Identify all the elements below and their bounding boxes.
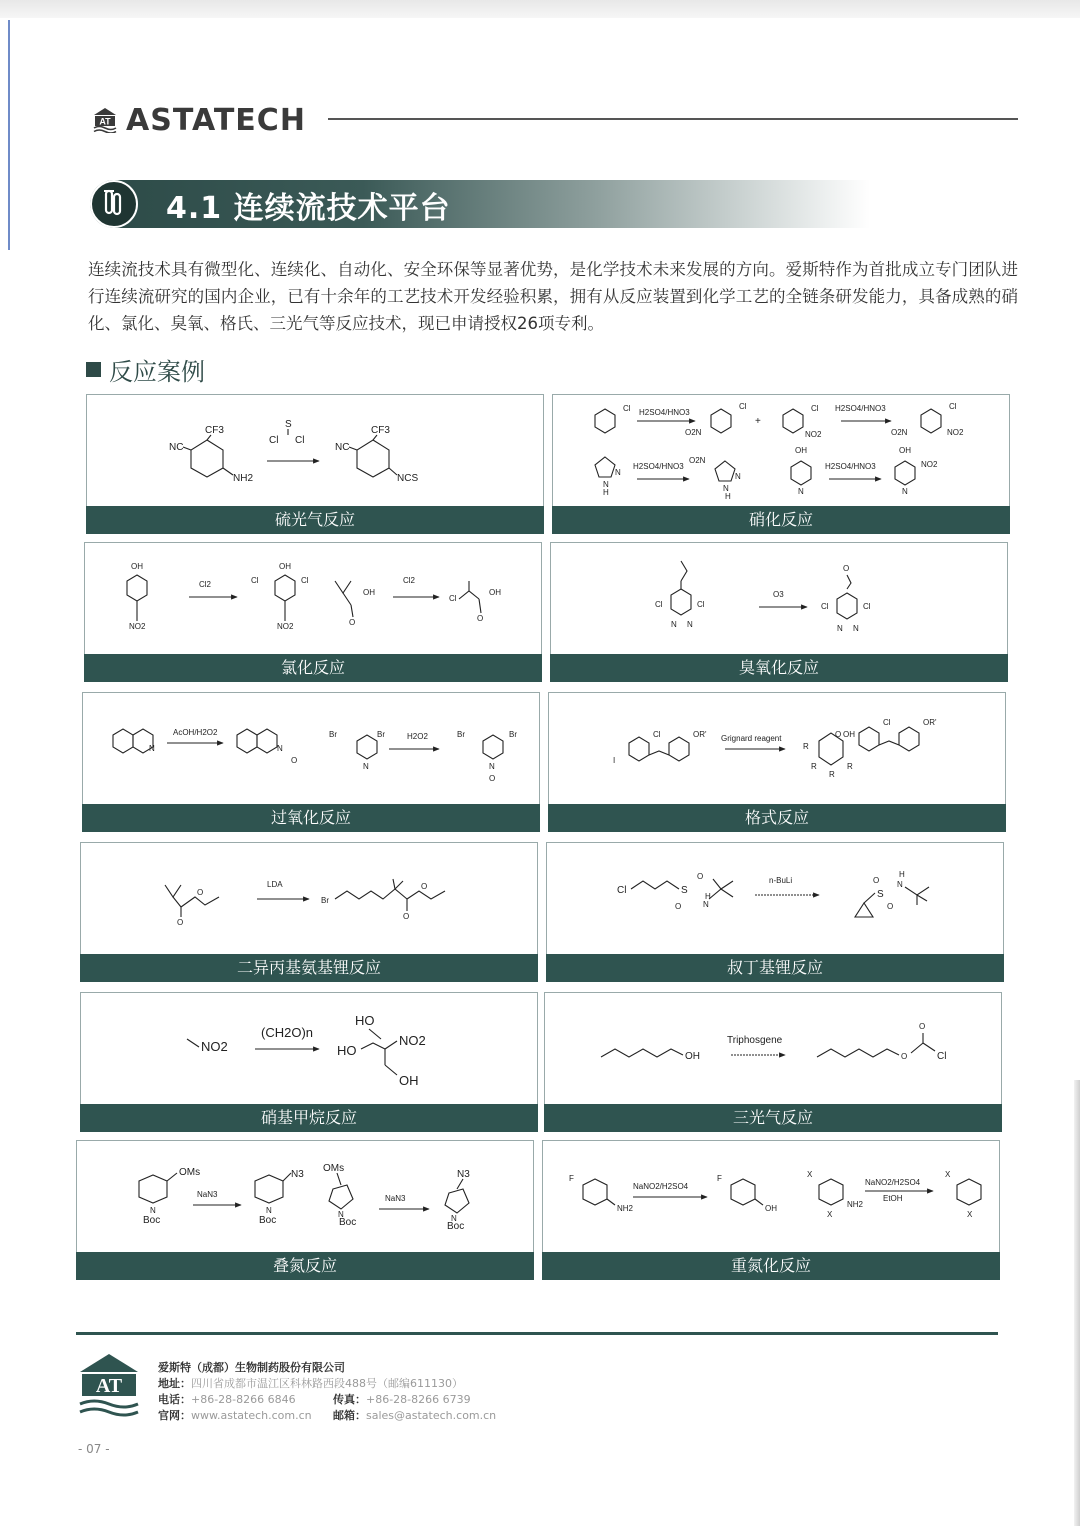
svg-text:Cl: Cl — [697, 600, 705, 609]
svg-text:OH: OH — [279, 562, 291, 571]
svg-text:Cl: Cl — [937, 1051, 947, 1062]
reaction-label: 臭氧化反应 — [550, 654, 1008, 682]
svg-text:NH2: NH2 — [847, 1200, 864, 1209]
svg-text:N: N — [451, 1214, 457, 1223]
company-logo-icon — [76, 1352, 142, 1422]
reaction-label: 格式反应 — [548, 804, 1006, 832]
svg-text:Br: Br — [321, 896, 329, 905]
svg-text:O: O — [349, 618, 356, 627]
svg-text:NaNO2/H2SO4: NaNO2/H2SO4 — [865, 1178, 921, 1187]
reaction-card-chlorination — [84, 542, 542, 682]
section-badge — [90, 180, 138, 228]
svg-text:NH2: NH2 — [233, 473, 254, 484]
svg-text:Boc: Boc — [259, 1215, 277, 1226]
reaction-label: 三光气反应 — [544, 1104, 1002, 1132]
svg-text:Cl: Cl — [449, 594, 457, 603]
svg-text:Cl: Cl — [617, 885, 627, 896]
svg-text:H2SO4/HNO3: H2SO4/HNO3 — [633, 462, 684, 471]
svg-text:NaN3: NaN3 — [385, 1194, 406, 1203]
svg-text:OH: OH — [685, 1051, 700, 1062]
reaction-card-triphosgene — [544, 992, 1002, 1132]
lda-scheme — [81, 843, 537, 953]
svg-text:S: S — [877, 889, 884, 900]
svg-text:O: O — [403, 912, 410, 921]
brand-name: ASTATECH — [126, 102, 306, 138]
svg-text:O: O — [887, 902, 894, 911]
intro-paragraph: 连续流技术具有微型化、连续化、自动化、安全环保等显著优势，是化学技术未来发展的方向。爱斯特作为首批成立专门团队进行连续流研究的国内企业，已有十余年的工艺技术开发经验积累，拥有从反应装置到化学工艺的全链条研发能力，具备成熟的硝化、氯化、臭氧、格氏、三光气等反应技术，现已申请授权26项专利。 — [88, 260, 1018, 333]
reaction-label: 重氮化反应 — [542, 1252, 1000, 1280]
reaction-card-ozonolysis — [550, 542, 1008, 682]
reaction-label: 氯化反应 — [84, 654, 542, 682]
svg-text:S: S — [681, 885, 688, 896]
svg-text:CF3: CF3 — [205, 425, 224, 436]
reaction-card-grignard — [548, 692, 1006, 832]
butyllithium-scheme — [547, 843, 1003, 953]
svg-text:H: H — [603, 488, 609, 497]
svg-text:NO2: NO2 — [201, 1039, 228, 1054]
svg-text:O3: O3 — [773, 590, 784, 599]
nitromethane-scheme — [81, 993, 537, 1103]
svg-text:Boc: Boc — [143, 1215, 161, 1226]
svg-text:Br: Br — [329, 730, 337, 739]
address-value: 四川省成都市温江区科林路西段488号（邮编611130） — [191, 1377, 463, 1390]
svg-text:NO2: NO2 — [129, 622, 146, 631]
scan-edge-right — [1074, 1080, 1080, 1526]
svg-text:O: O — [873, 876, 880, 885]
svg-text:H: H — [705, 892, 711, 901]
svg-text:OH: OH — [399, 1073, 419, 1088]
svg-text:R: R — [847, 762, 853, 771]
reaction-card-lda — [80, 842, 538, 982]
brand-logo-icon — [92, 107, 118, 133]
svg-text:OH: OH — [363, 588, 375, 597]
reaction-card-butyllithium — [546, 842, 1004, 982]
footer-contact — [158, 1360, 518, 1424]
svg-text:NO2: NO2 — [921, 460, 938, 469]
svg-text:O: O — [421, 882, 428, 891]
svg-text:Cl: Cl — [821, 602, 829, 611]
svg-text:O2N: O2N — [685, 428, 702, 437]
svg-text:Br: Br — [457, 730, 465, 739]
flask-tube-icon — [92, 182, 136, 226]
company-logo-text: AT — [95, 1375, 123, 1397]
svg-text:OH: OH — [489, 588, 501, 597]
svg-text:NC: NC — [335, 442, 350, 453]
svg-text:Br: Br — [509, 730, 517, 739]
svg-text:X: X — [827, 1210, 833, 1219]
svg-text:N: N — [603, 480, 609, 489]
svg-text:X: X — [807, 1170, 813, 1179]
reaction-card-diazotization — [542, 1140, 1000, 1280]
svg-text:O2N: O2N — [891, 428, 908, 437]
phone-label: 电话： — [158, 1393, 191, 1406]
svg-text:NH2: NH2 — [617, 1204, 634, 1213]
svg-text:O: O — [489, 774, 496, 783]
svg-text:S: S — [285, 419, 292, 430]
svg-text:N: N — [837, 624, 843, 633]
svg-text:Cl: Cl — [251, 576, 259, 585]
svg-text:N: N — [266, 1206, 272, 1215]
scan-edge-top — [0, 0, 1080, 18]
azide-scheme — [77, 1141, 533, 1251]
grignard-scheme — [549, 693, 1005, 803]
svg-text:Boc: Boc — [447, 1221, 465, 1232]
svg-text:Cl: Cl — [653, 730, 661, 739]
svg-text:NaN3: NaN3 — [197, 1190, 218, 1199]
thiophosgene-scheme — [87, 395, 543, 505]
svg-text:Cl: Cl — [949, 402, 957, 411]
svg-text:OH: OH — [131, 562, 143, 571]
svg-text:R: R — [829, 770, 835, 779]
svg-text:Triphosgene: Triphosgene — [727, 1035, 783, 1046]
svg-text:N: N — [902, 487, 908, 496]
section-name: 连续流技术平台 — [233, 191, 451, 226]
svg-text:I: I — [613, 756, 616, 765]
svg-text:HO: HO — [337, 1043, 357, 1058]
svg-text:N3: N3 — [291, 1169, 304, 1180]
svg-text:X: X — [967, 1210, 973, 1219]
svg-text:N: N — [489, 762, 495, 771]
svg-text:R: R — [811, 762, 817, 771]
svg-text:Boc: Boc — [339, 1217, 357, 1228]
scan-edge-left — [8, 20, 10, 250]
website-link[interactable]: www.astatech.com.cn — [191, 1409, 312, 1422]
svg-text:NO2: NO2 — [947, 428, 964, 437]
svg-text:N: N — [735, 472, 741, 481]
svg-text:O: O — [291, 756, 298, 765]
svg-text:N: N — [363, 762, 369, 771]
svg-text:AcOH/H2O2: AcOH/H2O2 — [173, 728, 218, 737]
svg-text:Cl: Cl — [883, 718, 891, 727]
reaction-card-nitration — [552, 394, 1010, 534]
reaction-label: 二异丙基氨基锂反应 — [80, 954, 538, 982]
fax-value: +86-28-8266 6739 — [366, 1393, 471, 1406]
svg-text:O: O — [901, 1052, 908, 1061]
svg-text:O: O — [177, 918, 184, 927]
address-label: 地址： — [158, 1377, 191, 1390]
email-link[interactable]: sales@astatech.com.cn — [366, 1409, 497, 1422]
svg-text:O: O — [477, 614, 484, 623]
svg-text:N: N — [798, 487, 804, 496]
svg-text:Grignard reagent: Grignard reagent — [721, 734, 782, 743]
svg-text:Cl: Cl — [863, 602, 871, 611]
ozonolysis-scheme — [551, 543, 1007, 653]
reaction-card-peroxidation — [82, 692, 540, 832]
reaction-label: 叔丁基锂反应 — [546, 954, 1004, 982]
page-number: - 07 - — [78, 1442, 110, 1456]
svg-text:EtOH: EtOH — [883, 1194, 903, 1203]
chlorination-scheme — [85, 543, 541, 653]
footer-rule — [76, 1332, 998, 1335]
header-rule — [328, 118, 1018, 120]
nitration-scheme — [553, 395, 1009, 505]
svg-text:N: N — [277, 744, 283, 753]
svg-text:OH: OH — [899, 446, 911, 455]
svg-text:N: N — [897, 880, 903, 889]
svg-text:LDA: LDA — [267, 880, 283, 889]
email-label: 邮箱： — [333, 1409, 366, 1422]
svg-text:OMs: OMs — [179, 1167, 201, 1178]
section-title — [166, 183, 451, 227]
diazotization-scheme — [543, 1141, 999, 1251]
svg-text:OH: OH — [843, 730, 855, 739]
svg-text:H2O2: H2O2 — [407, 732, 428, 741]
svg-text:N: N — [149, 744, 155, 753]
svg-text:N: N — [853, 624, 859, 633]
reaction-label: 过氧化反应 — [82, 804, 540, 832]
reaction-card-nitromethane — [80, 992, 538, 1132]
svg-text:OR': OR' — [923, 718, 937, 727]
svg-text:NC: NC — [169, 442, 184, 453]
svg-text:+: + — [755, 416, 761, 427]
bullet-square-icon — [86, 362, 101, 377]
reaction-label: 硝化反应 — [552, 506, 1010, 534]
svg-text:N: N — [723, 484, 729, 493]
svg-text:Cl2: Cl2 — [199, 580, 212, 589]
svg-text:N3: N3 — [457, 1169, 470, 1180]
reaction-card-thiophosgene — [86, 394, 544, 534]
svg-text:X: X — [945, 1170, 951, 1179]
website-label: 官网： — [158, 1409, 191, 1422]
peroxidation-scheme — [83, 693, 539, 803]
svg-text:HO: HO — [355, 1013, 375, 1028]
reaction-card-azide — [76, 1140, 534, 1280]
svg-text:H: H — [725, 492, 731, 501]
svg-text:NO2: NO2 — [277, 622, 294, 631]
svg-text:Cl: Cl — [295, 435, 305, 446]
svg-text:O: O — [697, 872, 704, 881]
svg-text:OH: OH — [765, 1204, 777, 1213]
svg-text:N: N — [150, 1206, 156, 1215]
svg-text:H: H — [899, 870, 905, 879]
reaction-label: 叠氮反应 — [76, 1252, 534, 1280]
brand-header — [92, 102, 306, 138]
svg-text:n-BuLi: n-BuLi — [769, 876, 793, 885]
phone-value: +86-28-8266 6846 — [191, 1393, 296, 1406]
svg-text:OR': OR' — [693, 730, 707, 739]
svg-text:O: O — [675, 902, 682, 911]
cases-title: 反应案例 — [109, 358, 205, 386]
svg-text:Cl: Cl — [811, 404, 819, 413]
company-name: 爱斯特（成都）生物制药股份有限公司 — [158, 1361, 345, 1374]
section-number: 4.1 — [166, 191, 223, 226]
reaction-label: 硫光气反应 — [86, 506, 544, 534]
svg-text:N: N — [671, 620, 677, 629]
svg-text:NCS: NCS — [397, 473, 419, 484]
svg-text:CF3: CF3 — [371, 425, 390, 436]
svg-text:Cl2: Cl2 — [403, 576, 416, 585]
svg-text:N: N — [703, 900, 709, 909]
svg-text:O: O — [843, 564, 850, 573]
svg-text:Cl: Cl — [623, 404, 631, 413]
svg-text:Br: Br — [377, 730, 385, 739]
svg-text:Cl: Cl — [655, 600, 663, 609]
svg-text:O: O — [197, 888, 204, 897]
svg-text:F: F — [569, 1174, 574, 1183]
svg-text:O: O — [919, 1022, 926, 1031]
fax-label: 传真： — [333, 1393, 366, 1406]
triphosgene-scheme — [545, 993, 1001, 1103]
svg-text:H2SO4/HNO3: H2SO4/HNO3 — [835, 404, 886, 413]
svg-text:N: N — [338, 1210, 344, 1219]
svg-text:H2SO4/HNO3: H2SO4/HNO3 — [639, 408, 690, 417]
svg-text:NO2: NO2 — [399, 1033, 426, 1048]
cases-heading — [86, 352, 205, 387]
svg-text:Cl: Cl — [269, 435, 279, 446]
svg-text:Cl: Cl — [739, 402, 747, 411]
svg-text:(CH2O)n: (CH2O)n — [261, 1025, 314, 1040]
svg-text:O: O — [835, 730, 842, 739]
svg-text:O2N: O2N — [689, 456, 706, 465]
svg-text:H2SO4/HNO3: H2SO4/HNO3 — [825, 462, 876, 471]
svg-text:N: N — [615, 468, 621, 477]
reaction-label: 硝基甲烷反应 — [80, 1104, 538, 1132]
svg-text:NO2: NO2 — [805, 430, 822, 439]
svg-text:OMs: OMs — [323, 1163, 345, 1174]
svg-text:Cl: Cl — [301, 576, 309, 585]
svg-text:F: F — [717, 1174, 722, 1183]
brand-mark: AT — [99, 116, 111, 127]
svg-text:R: R — [803, 742, 809, 751]
svg-text:NaNO2/H2SO4: NaNO2/H2SO4 — [633, 1182, 689, 1191]
svg-text:OH: OH — [795, 446, 807, 455]
svg-text:N: N — [687, 620, 693, 629]
